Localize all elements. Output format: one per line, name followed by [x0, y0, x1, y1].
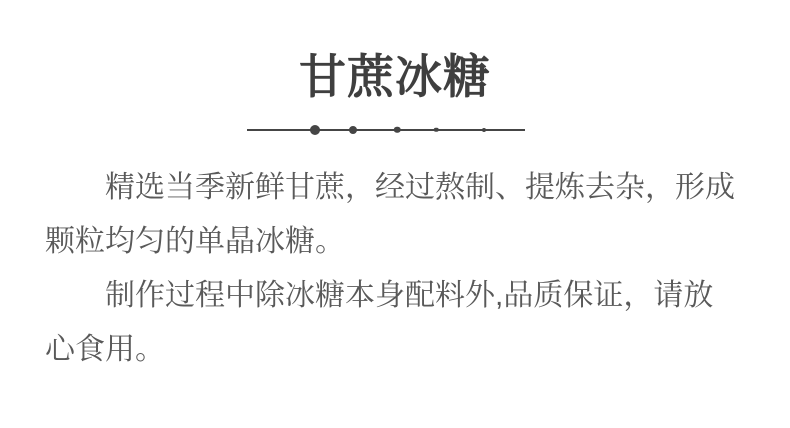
- description-paragraph: 精选当季新鲜甘蔗，经过熬制、提炼去杂，形成颗粒均匀的单晶冰糖。: [45, 171, 735, 258]
- divider-dot: [482, 128, 486, 132]
- divider-dot: [349, 126, 357, 134]
- description-paragraph: 制作过程中除冰糖本身配料外,品质保证，请放心食用。: [45, 279, 714, 366]
- divider-dot: [310, 125, 320, 135]
- decorative-divider: [247, 123, 525, 136]
- divider-dot: [394, 126, 401, 133]
- product-description: [45, 161, 740, 377]
- divider-dot: [434, 127, 439, 132]
- product-title: 甘蔗冰糖: [299, 50, 491, 103]
